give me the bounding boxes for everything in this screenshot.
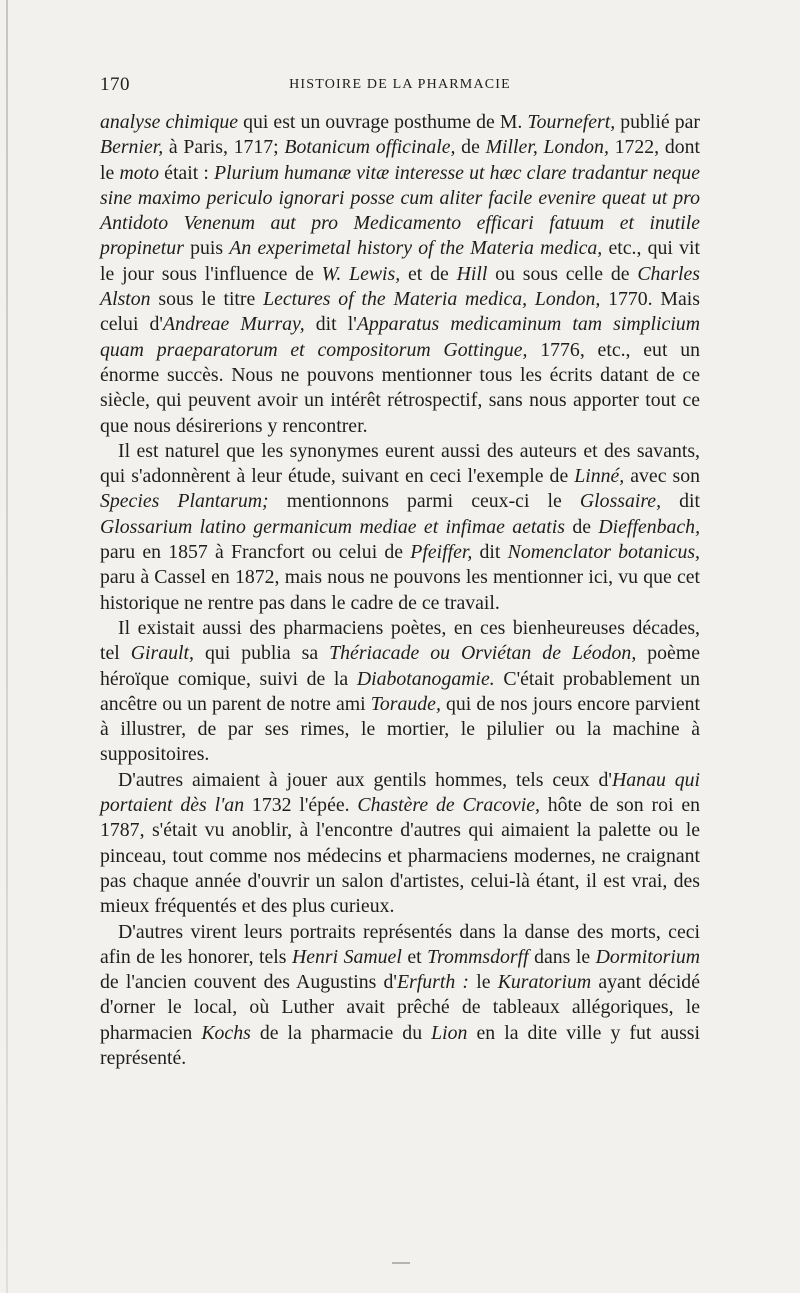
italic-text: Glossaire, (579, 490, 662, 513)
running-title: HISTOIRE DE LA PHARMACIE (289, 77, 511, 92)
text-run: mentionnons parmi ceux-ci le (268, 490, 580, 513)
text-run: qui publia sa (193, 642, 330, 665)
text-run: hôte de son roi en 1787, s'était vu anoblir, à l'encontre d'autres qui aimaient la palette ou le pinceau, tout comme nos médecins et pharmaciens modernes, ne craignant pas chaque année d'ouvrir un salon d'artistes, celui-là étant, il est vrai, des mieux fréquentés et des plus curieux. (100, 794, 701, 918)
paragraph (100, 110, 700, 439)
text-run: le (469, 971, 498, 994)
text-run: qui est un ouvrage posthume de M. (238, 111, 528, 133)
text-run: 1776, etc., eut un énorme succès. Nous ne pouvons mentionner tous les écrits datant de ce siècle, qui peuvent avoir un intérêt rétrospectif, sans nous apporter tout ce que nous désirerions y rencontrer. (100, 338, 700, 437)
text-run: 1722, dont le (100, 136, 700, 184)
text-run: de (565, 515, 599, 538)
text-run: sous le titre (150, 288, 264, 311)
text-run: de la pharmacie du (250, 1021, 432, 1044)
italic-text: Dormitorium (595, 945, 701, 968)
italic-text: Botanicum officinale, (284, 136, 456, 159)
text-run: etc., qui vit le jour sous l'influence de (100, 237, 700, 285)
text-run: et (401, 945, 428, 968)
text-run: D'autres virent leurs portraits représentés dans la danse des morts, ceci afin de les honorer, tels (100, 920, 700, 968)
italic-text: Girault, (130, 642, 194, 665)
text-run: D'autres aimaient à jouer aux gentils hommes, tels ceux d' (118, 768, 612, 791)
text-run: de l'ancien couvent des Augustins d' (100, 971, 397, 994)
paragraph (100, 920, 700, 1072)
italic-text: Kuratorium (497, 971, 592, 994)
text-run: dit (661, 490, 701, 513)
italic-text: Diabotanogamie. (356, 667, 495, 690)
text-run: dans le (528, 945, 596, 968)
italic-text: Tournefert, (527, 111, 616, 133)
text-run: 1770. Mais celui d' (100, 288, 700, 336)
paragraph (100, 439, 700, 616)
text-run: en la dite ville y fut aussi représenté. (100, 1021, 701, 1069)
italic-text: Apparatus medicaminum tam simplicium quam praeparatorum et compositorum Gottingue, (100, 313, 700, 361)
text-run: avec son (624, 465, 700, 488)
text-run: Il est naturel que les synonymes eurent aussi des auteurs et des savants, qui s'adonnèrent à leur étude, suivant en ceci l'exemple de (100, 439, 700, 488)
italic-text: Lion (431, 1021, 468, 1044)
italic-text: Pfeiffer, (410, 541, 473, 564)
italic-text: Charles Alston (100, 262, 700, 311)
text-run: publié par (615, 111, 701, 133)
text-run: était : (159, 161, 215, 184)
italic-text: Kochs (201, 1021, 251, 1044)
italic-text: Glossarium latino germanicum mediae et infimae aetatis (100, 515, 565, 538)
page-number: 170 (100, 74, 130, 95)
italic-text: Miller, London, (485, 136, 609, 159)
italic-text: Toraude, (370, 692, 441, 715)
text-run: à Paris, 1717; (163, 136, 285, 159)
italic-text: Andreae Murray, (163, 313, 305, 336)
text-run: puis (183, 237, 230, 260)
italic-text: Trommsdorff (427, 945, 529, 968)
italic-text: Lectures of the Materia medica, London, (263, 288, 601, 311)
text-run: paru à Cassel en 1872, mais nous ne pouvons les mentionner ici, vu que cet historique ne rentre pas dans le cadre de ce travail. (100, 566, 700, 614)
footer-mark (392, 1262, 410, 1264)
italic-text: analyse chimique (100, 111, 239, 133)
text-run: poème héroïque comique, suivi de la (100, 642, 700, 690)
italic-text: moto (119, 161, 159, 184)
text-run: ayant décidé d'orner le local, où Luther avait prêché de tableaux allégoriques, le pharmacien (100, 971, 700, 1044)
running-header (100, 74, 700, 100)
text-run: dit l' (304, 313, 357, 336)
italic-text: Linné, (574, 465, 625, 488)
italic-text: Bernier, (100, 136, 164, 159)
italic-text: Henri Samuel (291, 945, 402, 968)
italic-text: Nomenclator botanicus, (507, 541, 701, 564)
italic-text: Hill (456, 262, 488, 285)
paragraph (100, 616, 700, 768)
page-edge-shadow (6, 0, 8, 1293)
paragraph (100, 768, 700, 920)
text-run: de (455, 136, 486, 159)
text-run: paru en 1857 à Francfort ou celui de (100, 541, 411, 564)
body-text (100, 110, 700, 1071)
italic-text: Plurium humanæ vitæ interesse ut hæc clare tradantur neque sine maximo periculo ignorari posse cum aliter facile evenire queat ut pro Antidoto Venenum aut pro Medicamento efficari fatuum et inutile propinetur (100, 161, 700, 260)
italic-text: Species Plantarum; (100, 490, 269, 513)
text-run: et de (400, 262, 457, 285)
text-run: 1732 l'épée. (244, 794, 358, 817)
text-run: qui de nos jours encore parvient à illustrer, de par ses rimes, le mortier, le pilulier ou la machine à suppositoires. (100, 692, 700, 766)
italic-text: Hanau qui portaient dès l'an (100, 768, 700, 817)
italic-text: Thériacade ou Orviétan de Léodon, (329, 642, 637, 665)
text-run: Il existait aussi des pharmaciens poètes, en ces bienheureuses décades, tel (100, 616, 700, 665)
text-run: C'était probablement un ancêtre ou un parent de notre ami (100, 667, 700, 715)
italic-text: Erfurth : (396, 971, 469, 994)
text-run: ou sous celle de (487, 262, 638, 285)
text-run: dit (472, 541, 508, 564)
italic-text: Dieffenbach, (598, 515, 701, 538)
italic-text: An experimetal history of the Materia medica, (229, 237, 603, 260)
italic-text: W. Lewis, (321, 262, 401, 285)
italic-text: Chastère de Cracovie, (357, 794, 540, 817)
